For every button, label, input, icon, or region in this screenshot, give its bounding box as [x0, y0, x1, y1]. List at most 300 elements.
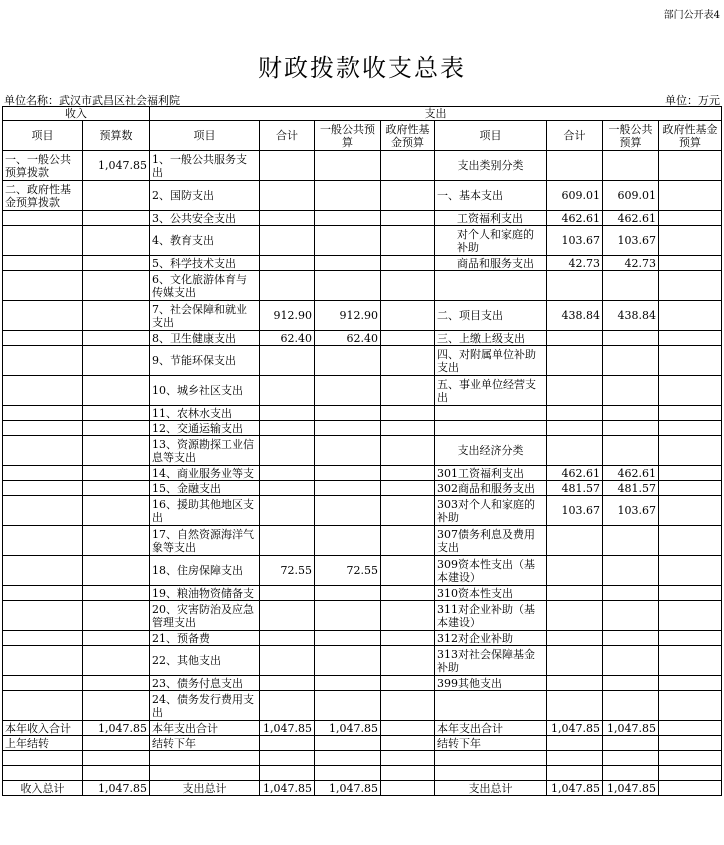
- category-general-cell: [603, 646, 659, 676]
- expense-total-cell: [260, 496, 315, 526]
- income-item-cell: [3, 496, 83, 526]
- expense-general-cell: [315, 406, 381, 421]
- expense-item-cell: 3、公共安全支出: [150, 211, 260, 226]
- income-budget-cell: [83, 556, 150, 586]
- category-item-cell: 309资本性支出（基本建设）: [435, 556, 547, 586]
- annual-expense-general: 1,047.85: [315, 721, 381, 736]
- category-general-cell: 462.61: [603, 466, 659, 481]
- table-row: [3, 496, 722, 526]
- expense-fund-cell: [381, 346, 435, 376]
- expense-total-cell: [260, 526, 315, 556]
- expense-fund-cell: [381, 271, 435, 301]
- expense-fund-cell: [381, 481, 435, 496]
- category-general-cell: [603, 631, 659, 646]
- grand-expense-total: 1,047.85: [260, 781, 315, 796]
- category-fund-cell: [659, 331, 722, 346]
- category-item-cell: 307债务利息及费用支出: [435, 526, 547, 556]
- col-expense-fund: 政府性基金预算: [381, 121, 435, 151]
- income-budget-cell: [83, 481, 150, 496]
- expense-fund-cell: [381, 526, 435, 556]
- income-item-cell: [3, 376, 83, 406]
- annual-expense-total: 1,047.85: [260, 721, 315, 736]
- expense-general-cell: [315, 436, 381, 466]
- empty-cell: [83, 736, 150, 751]
- income-item-cell: [3, 466, 83, 481]
- grand-income-label: 收入总计: [3, 781, 83, 796]
- expense-general-cell: [315, 211, 381, 226]
- column-header-row: [3, 121, 722, 151]
- annual-income-value: 1,047.85: [83, 721, 150, 736]
- category-fund-cell: [659, 601, 722, 631]
- category-general-cell: 609.01: [603, 181, 659, 211]
- income-item-cell: [3, 436, 83, 466]
- expense-total-cell: [260, 376, 315, 406]
- category-fund-cell: [659, 631, 722, 646]
- category-item-cell: 支出经济分类: [435, 436, 547, 466]
- expense-general-cell: [315, 496, 381, 526]
- carryover-income-label: 上年结转: [3, 736, 83, 751]
- category-general-cell: [603, 421, 659, 436]
- category-total-cell: [547, 271, 603, 301]
- income-budget-cell: [83, 406, 150, 421]
- table-row: [3, 271, 722, 301]
- category-fund-cell: [659, 646, 722, 676]
- category-fund-cell: [659, 406, 722, 421]
- category-general-cell: [603, 526, 659, 556]
- annual-expense-label: 本年支出合计: [150, 721, 260, 736]
- annual-category-general: 1,047.85: [603, 721, 659, 736]
- category-fund-cell: [659, 226, 722, 256]
- category-total-cell: 609.01: [547, 181, 603, 211]
- category-general-cell: 462.61: [603, 211, 659, 226]
- category-general-cell: [603, 676, 659, 691]
- empty-cell: [260, 736, 315, 751]
- income-budget-cell: [83, 586, 150, 601]
- category-total-cell: [547, 331, 603, 346]
- fiscal-summary-table: [2, 106, 722, 796]
- expense-total-cell: [260, 421, 315, 436]
- category-fund-cell: [659, 376, 722, 406]
- category-item-cell: 312对企业补助: [435, 631, 547, 646]
- grand-category-general: 1,047.85: [603, 781, 659, 796]
- empty-cell: [659, 736, 722, 751]
- expense-fund-cell: [381, 181, 435, 211]
- income-item-cell: [3, 601, 83, 631]
- expense-item-cell: 20、灾害防治及应急管理支出: [150, 601, 260, 631]
- income-budget-cell: [83, 631, 150, 646]
- category-general-cell: [603, 331, 659, 346]
- category-fund-cell: [659, 556, 722, 586]
- category-general-cell: 103.67: [603, 496, 659, 526]
- expense-item-cell: 11、农林水支出: [150, 406, 260, 421]
- category-item-cell: [435, 421, 547, 436]
- expense-total-cell: [260, 151, 315, 181]
- expense-fund-cell: [381, 556, 435, 586]
- category-item-cell: 工资福利支出: [435, 211, 547, 226]
- expense-item-cell: 23、债务付息支出: [150, 676, 260, 691]
- category-general-cell: [603, 406, 659, 421]
- income-budget-cell: [83, 436, 150, 466]
- category-total-cell: 481.57: [547, 481, 603, 496]
- expense-total-cell: [260, 601, 315, 631]
- expense-fund-cell: [381, 646, 435, 676]
- currency-unit: 单位：万元: [665, 94, 720, 107]
- expense-fund-cell: [381, 436, 435, 466]
- table-row: [3, 406, 722, 421]
- income-budget-cell: [83, 676, 150, 691]
- income-item-cell: 一、一般公共预算拨款: [3, 151, 83, 181]
- category-fund-cell: [659, 151, 722, 181]
- income-item-cell: [3, 346, 83, 376]
- income-budget-cell: [83, 421, 150, 436]
- table-row: [3, 466, 722, 481]
- expense-item-cell: 8、卫生健康支出: [150, 331, 260, 346]
- expense-total-cell: [260, 691, 315, 721]
- category-general-cell: 481.57: [603, 481, 659, 496]
- category-total-cell: 462.61: [547, 466, 603, 481]
- income-item-cell: [3, 646, 83, 676]
- income-item-cell: [3, 526, 83, 556]
- category-general-cell: [603, 151, 659, 181]
- expense-general-cell: [315, 691, 381, 721]
- page-title: 财政拨款收支总表: [258, 54, 466, 82]
- category-total-cell: 103.67: [547, 496, 603, 526]
- category-fund-cell: [659, 256, 722, 271]
- expense-item-cell: 24、债务发行费用支出: [150, 691, 260, 721]
- expense-general-cell: 72.55: [315, 556, 381, 586]
- grand-expense-general: 1,047.85: [315, 781, 381, 796]
- expense-general-cell: [315, 376, 381, 406]
- expense-general-cell: [315, 466, 381, 481]
- expense-item-cell: 7、社会保障和就业支出: [150, 301, 260, 331]
- empty-cell: [381, 736, 435, 751]
- category-general-cell: [603, 376, 659, 406]
- expense-general-cell: [315, 646, 381, 676]
- expense-item-cell: 12、交通运输支出: [150, 421, 260, 436]
- table-row: [3, 436, 722, 466]
- category-total-cell: [547, 376, 603, 406]
- income-budget-cell: [83, 256, 150, 271]
- category-general-cell: [603, 346, 659, 376]
- income-budget-cell: [83, 496, 150, 526]
- category-fund-cell: [659, 481, 722, 496]
- annual-total-row: [3, 721, 722, 736]
- income-budget-cell: [83, 271, 150, 301]
- category-item-cell: 399其他支出: [435, 676, 547, 691]
- income-item-cell: [3, 481, 83, 496]
- expense-fund-cell: [381, 601, 435, 631]
- expense-total-cell: [260, 676, 315, 691]
- category-general-cell: 438.84: [603, 301, 659, 331]
- expense-item-cell: 19、粮油物资储备支: [150, 586, 260, 601]
- expense-general-cell: [315, 181, 381, 211]
- expense-item-cell: 15、金融支出: [150, 481, 260, 496]
- category-total-cell: [547, 421, 603, 436]
- category-item-cell: [435, 691, 547, 721]
- table-row: [3, 556, 722, 586]
- category-total-cell: 42.73: [547, 256, 603, 271]
- income-budget-cell: [83, 376, 150, 406]
- category-fund-cell: [659, 676, 722, 691]
- blank-row: [3, 751, 722, 766]
- expense-item-cell: 1、一般公共服务支出: [150, 151, 260, 181]
- expense-general-cell: [315, 421, 381, 436]
- expense-general-cell: 62.40: [315, 331, 381, 346]
- annual-expense-fund: [381, 721, 435, 736]
- col-expense-general: 一般公共预算: [315, 121, 381, 151]
- unit-name: 单位名称：武汉市武昌区社会福利院: [4, 94, 180, 107]
- annual-category-fund: [659, 721, 722, 736]
- expense-general-cell: [315, 151, 381, 181]
- expense-fund-cell: [381, 466, 435, 481]
- expense-fund-cell: [381, 151, 435, 181]
- expense-fund-cell: [381, 301, 435, 331]
- category-total-cell: 438.84: [547, 301, 603, 331]
- expense-fund-cell: [381, 691, 435, 721]
- category-general-cell: [603, 556, 659, 586]
- category-total-cell: [547, 586, 603, 601]
- income-budget-cell: [83, 346, 150, 376]
- expense-item-cell: 16、援助其他地区支出: [150, 496, 260, 526]
- expense-total-cell: 912.90: [260, 301, 315, 331]
- category-fund-cell: [659, 211, 722, 226]
- table-row: [3, 211, 722, 226]
- annual-category-label: 本年支出合计: [435, 721, 547, 736]
- expense-item-cell: 2、国防支出: [150, 181, 260, 211]
- expense-item-cell: 4、教育支出: [150, 226, 260, 256]
- category-total-cell: [547, 601, 603, 631]
- grand-expense-fund: [381, 781, 435, 796]
- empty-cell: [603, 736, 659, 751]
- category-item-cell: 五、事业单位经营支出: [435, 376, 547, 406]
- category-item-cell: 313对社会保障基金补助: [435, 646, 547, 676]
- category-item-cell: 一、基本支出: [435, 181, 547, 211]
- expense-general-cell: [315, 526, 381, 556]
- expense-fund-cell: [381, 496, 435, 526]
- expense-total-cell: 62.40: [260, 331, 315, 346]
- category-total-cell: [547, 346, 603, 376]
- col-expense-item: 项目: [150, 121, 260, 151]
- expense-general-cell: 912.90: [315, 301, 381, 331]
- expense-general-cell: [315, 256, 381, 271]
- table-row: [3, 481, 722, 496]
- grand-category-total: 1,047.85: [547, 781, 603, 796]
- expense-total-cell: [260, 346, 315, 376]
- category-item-cell: 四、对附属单位补助支出: [435, 346, 547, 376]
- category-total-cell: [547, 151, 603, 181]
- category-fund-cell: [659, 466, 722, 481]
- expense-item-cell: 13、资源勘探工业信息等支出: [150, 436, 260, 466]
- expense-item-cell: 21、预备费: [150, 631, 260, 646]
- expense-section-header: 支出: [150, 107, 722, 121]
- expense-total-cell: [260, 271, 315, 301]
- empty-cell: [547, 736, 603, 751]
- expense-general-cell: [315, 601, 381, 631]
- expense-fund-cell: [381, 211, 435, 226]
- category-total-cell: [547, 631, 603, 646]
- annual-category-total: 1,047.85: [547, 721, 603, 736]
- table-row: [3, 586, 722, 601]
- category-item-cell: 311对企业补助（基本建设）: [435, 601, 547, 631]
- grand-category-fund: [659, 781, 722, 796]
- expense-total-cell: [260, 631, 315, 646]
- category-item-cell: [435, 271, 547, 301]
- blank-row: [3, 766, 722, 781]
- expense-total-cell: 72.55: [260, 556, 315, 586]
- table-row: [3, 601, 722, 631]
- category-item-cell: 310资本性支出: [435, 586, 547, 601]
- empty-cell: [315, 736, 381, 751]
- expense-item-cell: 14、商业服务业等支: [150, 466, 260, 481]
- income-item-cell: [3, 256, 83, 271]
- expense-general-cell: [315, 271, 381, 301]
- expense-fund-cell: [381, 586, 435, 601]
- expense-fund-cell: [381, 631, 435, 646]
- income-budget-cell: [83, 526, 150, 556]
- category-fund-cell: [659, 586, 722, 601]
- table-row: [3, 631, 722, 646]
- table-row: [3, 676, 722, 691]
- category-fund-cell: [659, 526, 722, 556]
- expense-item-cell: 10、城乡社区支出: [150, 376, 260, 406]
- expense-general-cell: [315, 586, 381, 601]
- income-item-cell: [3, 271, 83, 301]
- expense-general-cell: [315, 481, 381, 496]
- expense-total-cell: [260, 466, 315, 481]
- grand-expense-label: 支出总计: [150, 781, 260, 796]
- col-category-fund: 政府性基金预算: [659, 121, 722, 151]
- table-row: [3, 301, 722, 331]
- expense-fund-cell: [381, 406, 435, 421]
- annual-income-label: 本年收入合计: [3, 721, 83, 736]
- category-general-cell: 103.67: [603, 226, 659, 256]
- expense-total-cell: [260, 181, 315, 211]
- expense-total-cell: [260, 586, 315, 601]
- expense-item-cell: 22、其他支出: [150, 646, 260, 676]
- income-budget-cell: [83, 691, 150, 721]
- table-row: [3, 181, 722, 211]
- grand-income-value: 1,047.85: [83, 781, 150, 796]
- expense-general-cell: [315, 676, 381, 691]
- table-row: [3, 226, 722, 256]
- income-item-cell: [3, 676, 83, 691]
- category-total-cell: [547, 676, 603, 691]
- category-fund-cell: [659, 181, 722, 211]
- expense-item-cell: 9、节能环保支出: [150, 346, 260, 376]
- category-fund-cell: [659, 301, 722, 331]
- category-fund-cell: [659, 271, 722, 301]
- income-item-cell: [3, 406, 83, 421]
- category-item-cell: [435, 406, 547, 421]
- income-budget-cell: [83, 181, 150, 211]
- table-row: [3, 256, 722, 271]
- expense-total-cell: [260, 256, 315, 271]
- col-category-total: 合计: [547, 121, 603, 151]
- category-item-cell: 二、项目支出: [435, 301, 547, 331]
- income-budget-cell: 1,047.85: [83, 151, 150, 181]
- expense-general-cell: [315, 346, 381, 376]
- income-budget-cell: [83, 331, 150, 346]
- table-row: [3, 346, 722, 376]
- col-income-budget: 预算数: [83, 121, 150, 151]
- income-budget-cell: [83, 466, 150, 481]
- grand-total-row: [3, 781, 722, 796]
- expense-item-cell: 17、自然资源海洋气象等支出: [150, 526, 260, 556]
- category-fund-cell: [659, 421, 722, 436]
- col-expense-total: 合计: [260, 121, 315, 151]
- col-category-general: 一般公共预算: [603, 121, 659, 151]
- expense-fund-cell: [381, 256, 435, 271]
- income-item-cell: [3, 631, 83, 646]
- section-header-row: [3, 107, 722, 121]
- carryover-expense-label: 结转下年: [150, 736, 260, 751]
- expense-item-cell: 18、住房保障支出: [150, 556, 260, 586]
- category-item-cell: 301工资福利支出: [435, 466, 547, 481]
- expense-total-cell: [260, 406, 315, 421]
- category-total-cell: [547, 646, 603, 676]
- income-item-cell: [3, 421, 83, 436]
- expense-fund-cell: [381, 421, 435, 436]
- col-income-item: 项目: [3, 121, 83, 151]
- income-item-cell: [3, 556, 83, 586]
- table-row: [3, 421, 722, 436]
- category-fund-cell: [659, 436, 722, 466]
- expense-total-cell: [260, 211, 315, 226]
- income-budget-cell: [83, 226, 150, 256]
- income-item-cell: [3, 331, 83, 346]
- category-total-cell: [547, 691, 603, 721]
- income-budget-cell: [83, 301, 150, 331]
- income-item-cell: [3, 226, 83, 256]
- expense-item-cell: 6、文化旅游体育与传媒支出: [150, 271, 260, 301]
- category-item-cell: 302商品和服务支出: [435, 481, 547, 496]
- category-total-cell: 462.61: [547, 211, 603, 226]
- expense-general-cell: [315, 631, 381, 646]
- category-general-cell: 42.73: [603, 256, 659, 271]
- expense-fund-cell: [381, 376, 435, 406]
- category-fund-cell: [659, 496, 722, 526]
- expense-general-cell: [315, 226, 381, 256]
- category-total-cell: [547, 556, 603, 586]
- expense-total-cell: [260, 436, 315, 466]
- category-general-cell: [603, 601, 659, 631]
- category-fund-cell: [659, 691, 722, 721]
- category-item-cell: 支出类别分类: [435, 151, 547, 181]
- income-section-header: 收入: [3, 107, 150, 121]
- expense-fund-cell: [381, 226, 435, 256]
- expense-total-cell: [260, 481, 315, 496]
- expense-item-cell: 5、科学技术支出: [150, 256, 260, 271]
- expense-total-cell: [260, 226, 315, 256]
- table-row: [3, 376, 722, 406]
- income-item-cell: [3, 691, 83, 721]
- category-fund-cell: [659, 346, 722, 376]
- category-general-cell: [603, 691, 659, 721]
- income-item-cell: [3, 301, 83, 331]
- income-item-cell: [3, 211, 83, 226]
- category-item-cell: 对个人和家庭的补助: [435, 226, 547, 256]
- table-number-label: 部门公开表4: [663, 10, 720, 21]
- table-row: [3, 331, 722, 346]
- carryover-row: [3, 736, 722, 751]
- category-item-cell: 三、上缴上级支出: [435, 331, 547, 346]
- category-total-cell: [547, 436, 603, 466]
- category-item-cell: 商品和服务支出: [435, 256, 547, 271]
- table-row: [3, 526, 722, 556]
- category-total-cell: [547, 526, 603, 556]
- expense-fund-cell: [381, 676, 435, 691]
- category-total-cell: 103.67: [547, 226, 603, 256]
